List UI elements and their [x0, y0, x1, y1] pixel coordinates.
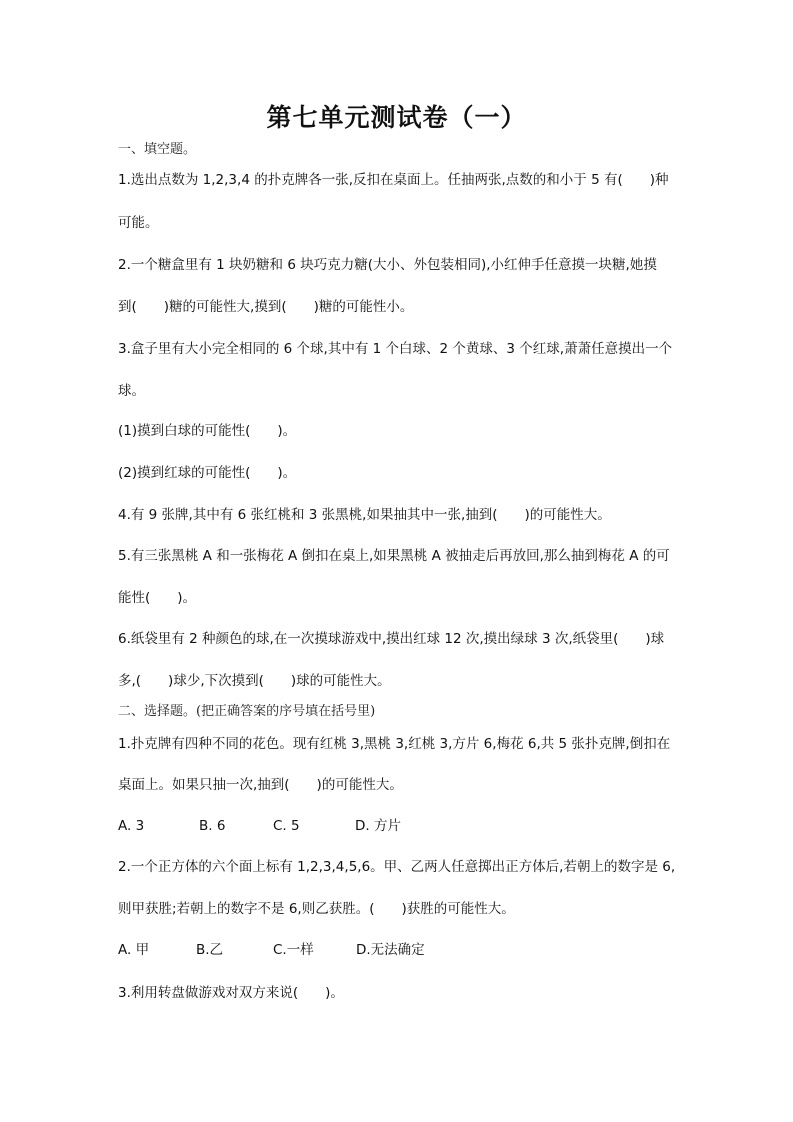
question-line: 4.有 9 张牌,其中有 6 张红桃和 3 张黑桃,如果抽其中一张,抽到( )的可能性大。 [118, 507, 611, 523]
question-line: 1.选出点数为 1,2,3,4 的扑克牌各一张,反扣在桌面上。任抽两张,点数的和小于 5 有( )种 [118, 172, 669, 188]
question-line: 桌面上。如果只抽一次,抽到( )的可能性大。 [118, 777, 403, 793]
choice-option-d: D.无法确定 [356, 942, 425, 958]
question-line: 则甲获胜;若朝上的数字不是 6,则乙获胜。( )获胜的可能性大。 [118, 901, 515, 917]
section-heading-multiple-choice: 二、选择题。(把正确答案的序号填在括号里) [118, 704, 376, 719]
page-title: 第七单元测试卷（一） [266, 103, 527, 132]
question-line: (1)摸到白球的可能性( )。 [118, 423, 297, 439]
section-heading-fill-in: 一、填空题。 [118, 142, 197, 157]
question-line: (2)摸到红球的可能性( )。 [118, 465, 297, 481]
choice-option-a: A. 3 [118, 818, 145, 834]
question-line: 2.一个糖盒里有 1 块奶糖和 6 块巧克力糖(大小、外包装相同),小红伸手任意摸一块糖,她摸 [118, 257, 657, 273]
choice-option-d: D. 方片 [355, 818, 401, 834]
question-line: 1.扑克牌有四种不同的花色。现有红桃 3,黑桃 3,红桃 3,方片 6,梅花 6,共 5 张扑克牌,倒扣在 [118, 736, 671, 752]
choice-option-b: B.乙 [196, 942, 224, 958]
choice-option-b: B. 6 [199, 818, 226, 834]
question-line: 能性( )。 [118, 590, 197, 606]
question-line: 到( )糖的可能性大,摸到( )糖的可能性小。 [118, 299, 414, 315]
question-line: 5.有三张黑桃 A 和一张梅花 A 倒扣在桌上,如果黑桃 A 被抽走后再放回,那么抽到梅花 A 的可 [118, 548, 670, 564]
choice-option-c: C. 5 [273, 818, 300, 834]
question-line: 6.纸袋里有 2 种颜色的球,在一次摸球游戏中,摸出红球 12 次,摸出绿球 3 次,纸袋里( )球 [118, 631, 665, 647]
question-line: 可能。 [118, 215, 159, 231]
choice-option-a: A. 甲 [118, 942, 150, 958]
question-line: 3.利用转盘做游戏对双方来说( )。 [118, 985, 344, 1001]
question-line: 3.盒子里有大小完全相同的 6 个球,其中有 1 个白球、2 个黄球、3 个红球,萧萧任意摸出一个 [118, 341, 673, 357]
question-line: 多,( )球少,下次摸到( )球的可能性大。 [118, 673, 391, 689]
question-line: 2.一个正方体的六个面上标有 1,2,3,4,5,6。甲、乙两人任意掷出正方体后,若朝上的数字是 6, [118, 859, 676, 875]
question-line: 球。 [118, 383, 145, 399]
choice-option-c: C.一样 [273, 942, 314, 958]
